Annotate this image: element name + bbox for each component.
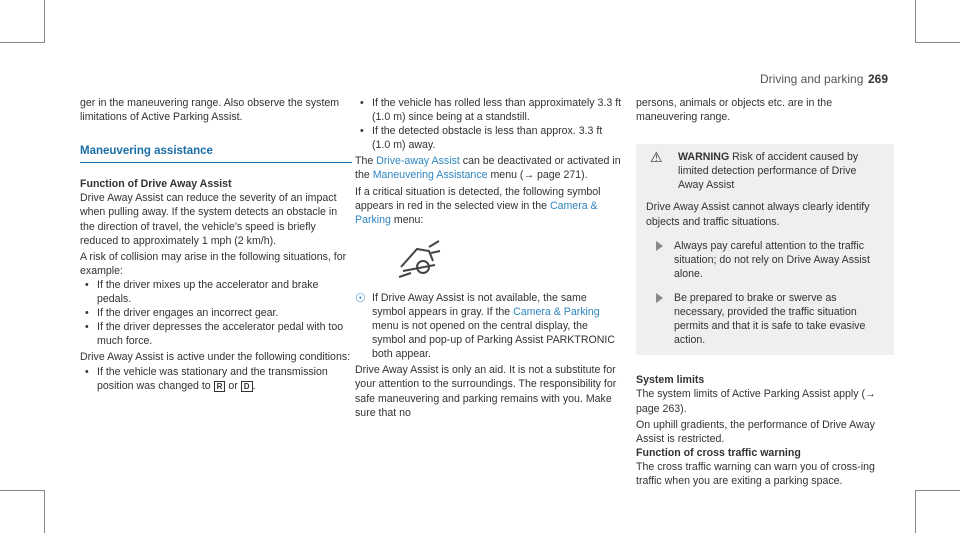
paragraph: The system limits of Active Parking Assist apply (→ page 263).	[636, 388, 876, 415]
crop-mark	[44, 490, 45, 533]
running-header: Driving and parking	[760, 72, 864, 86]
info-bulb-icon: ☉	[355, 290, 366, 305]
crop-mark	[916, 490, 960, 491]
gear-d-key: D	[241, 381, 253, 392]
arrow-right-icon	[656, 293, 663, 303]
warning-label: WARNING	[678, 151, 730, 164]
crop-mark	[915, 490, 916, 533]
text: The	[355, 155, 374, 168]
crop-mark	[0, 490, 44, 491]
text: Always pay careful attention to the traffic situation; do not rely on Drive Away Assist alone.	[674, 239, 870, 280]
text: menu is not opened on the central display, the symbol and pop-up of Parking Assist PARKTRONIC both appear.	[372, 320, 615, 361]
warning-box	[636, 144, 894, 355]
info-note	[355, 291, 623, 361]
paragraph: persons, animals or objects etc. are in the maneuvering range.	[636, 97, 833, 124]
warning-title: Risk of accident caused by limited detection performance of Drive Away Assist	[678, 151, 859, 192]
text: can be deactivated or activated in the	[355, 155, 621, 182]
drive-away-assist-symbol-icon	[395, 237, 623, 283]
bullet-list	[80, 365, 352, 393]
list-item: • If the driver mixes up the accelerator and brake pedals.	[80, 278, 352, 306]
arrow-right-icon	[656, 241, 663, 251]
subsection-title: System limits	[636, 374, 705, 387]
list-item: • If the driver depresses the accelerator pedal with too much force.	[80, 320, 352, 348]
paragraph: The cross traffic warning can warn you of cross-ing traffic when you are exiting a parking space.	[636, 460, 875, 487]
text: Be prepared to brake or swerve as necessary, provided the traffic situation permits and that it is safe to take evasive action.	[674, 291, 866, 347]
warning-action-item	[646, 291, 882, 347]
section-title: Maneuvering assistance	[80, 144, 352, 163]
paragraph: Drive Away Assist is only an aid. It is not a substitute for your attention to the surroundings. The responsibility for safe maneuvering and parking remains with you. Make sure that no	[355, 364, 617, 419]
list-item: • If the vehicle was stationary and the transmission position was changed to R or D .	[80, 365, 352, 393]
list-item-text: If the vehicle was stationary and the transmission position was changed to	[97, 365, 328, 392]
drive-away-assist-link[interactable]: Drive-away Assist	[376, 155, 460, 168]
crop-mark	[916, 42, 960, 43]
camera-parking-link[interactable]: Camera & Parking	[513, 305, 600, 318]
column-middle	[355, 96, 623, 420]
paragraph: Drive Away Assist is active under the following conditions:	[80, 351, 351, 364]
paragraph: A risk of collision may arise in the following situations, for example:	[80, 250, 347, 277]
paragraph	[355, 185, 623, 227]
column-left	[80, 96, 352, 393]
text: If a critical situation is detected, the following symbol appears in red in the selected view in the	[355, 185, 601, 212]
gear-r-key: R	[214, 381, 226, 392]
text: menu (→ page 271).	[490, 169, 588, 182]
column-right	[636, 96, 894, 488]
subsection-title: Function of cross traffic warning	[636, 446, 801, 459]
list-item: • If the vehicle has rolled less than approximately 3.3 ft (1.0 m) since being at a standstill.	[355, 96, 623, 124]
warning-triangle-icon: ⚠	[650, 149, 663, 166]
warning-action-item	[646, 239, 882, 281]
maneuvering-assistance-link[interactable]: Maneuvering Assistance	[372, 169, 488, 182]
list-item: • If the driver engages an incorrect gear.	[80, 306, 352, 320]
crop-mark	[0, 42, 44, 43]
bullet-list	[80, 278, 352, 348]
crop-mark	[915, 0, 916, 43]
page-number: 269	[868, 72, 889, 86]
text: If Drive Away Assist is not available, the same symbol appears in gray. If the	[372, 291, 587, 318]
crop-mark	[44, 0, 45, 43]
paragraph: Drive Away Assist can reduce the severity of an impact when pulling away. If the system detects an obstacle in the direction of travel, the vehicle's speed is briefly reduced to approximately 1 mph (2 km/h).	[80, 192, 338, 247]
warning-header	[646, 150, 882, 192]
warning-text: Drive Away Assist cannot always clearly identify objects and traffic situations.	[646, 201, 870, 228]
camera-parking-link[interactable]: Camera & Parking	[355, 199, 598, 226]
bullet-list	[355, 96, 623, 152]
subsection-title: Function of Drive Away Assist	[80, 178, 232, 191]
paragraph	[355, 154, 623, 182]
intro-text: ger in the maneuvering range. Also observe the system limitations of Active Parking Assist.	[80, 97, 340, 124]
text: menu:	[393, 213, 424, 226]
or-text: or	[228, 379, 238, 392]
paragraph: On uphill gradients, the performance of Drive Away Assist is restricted.	[636, 418, 875, 445]
list-item: • If the detected obstacle is less than approx. 3.3 ft (1.0 m) away.	[355, 124, 623, 152]
